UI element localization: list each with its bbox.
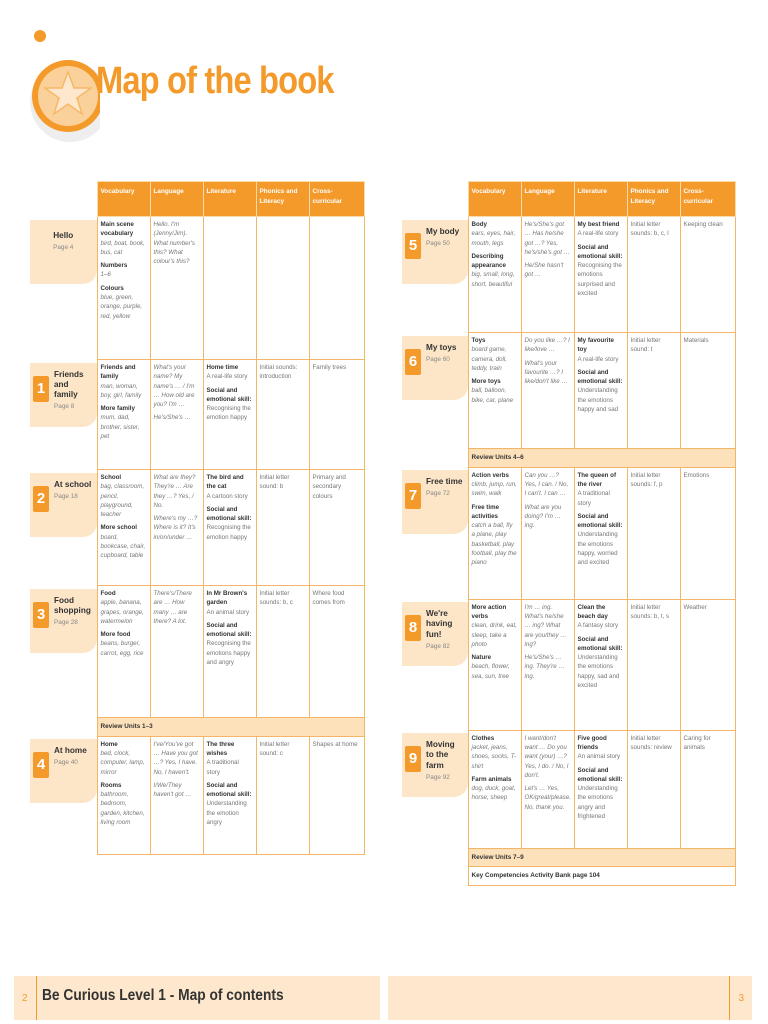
page-number-right: 3: [738, 993, 744, 1004]
key-competencies-row: Key Competencies Activity Bank page 104: [402, 867, 735, 886]
review-row: Review Units 4–6: [402, 449, 735, 468]
header-vocabulary: Vocabulary: [468, 182, 521, 217]
unit-7: 7 Free time Page 72: [402, 470, 468, 534]
page-number-left: 2: [22, 993, 28, 1004]
header-vocabulary: Vocabulary: [97, 182, 150, 217]
footer-right: [388, 976, 752, 1020]
footer-left: [14, 976, 380, 1020]
table-row: 2 At school Page 18 School bag, classroom, pencil, playground, teacher More school board, bookcase, chair, cupboard, table What are they? They're … Are they …? Yes, / No. Where's my …? Where is it? It's in/on/under … The bird and the cat A cartoon story Social and emotional skill: Recognising the emotion happy Initial letter sound: b Primary and secondary colours: [30, 470, 364, 586]
header-cross-curricular: Cross-curricular: [680, 182, 735, 217]
header-phonics: Phonics and Literacy: [256, 182, 309, 217]
unit-4: 4 At home Page 40: [30, 739, 97, 803]
review-row: Review Units 1–3: [30, 718, 364, 737]
page-title: Map of the book: [96, 60, 334, 102]
footer-title: Be Curious Level 1 - Map of contents: [42, 987, 284, 1004]
review-row: Review Units 7–9: [402, 848, 735, 867]
header-cross-curricular: Cross-curricular: [309, 182, 364, 217]
unit-8: 8 We're having fun! Page 82: [402, 602, 468, 666]
table-row: 4 At home Page 40 Home bed, clock, computer, lamp, mirror Rooms bathroom, bedroom, garden, kitchen, living room I've/You've got … Have you got …? Yes, I have. No, I haven't. I/We/They haven't got … The three wishes A traditional story Social and emotional skill: Understanding the emotion angry Initial letter sound: c Shapes at home: [30, 736, 364, 854]
header-phonics: Phonics and Literacy: [627, 182, 680, 217]
unit-hello: Hello Page 4: [30, 220, 97, 284]
unit-5: 5 My body Page 50: [402, 220, 468, 284]
table-row: 7 Free time Page 72 Action verbs climb, jump, run, swim, walk Free time activities catch a ball, fly a plane, play basketball, play football, play the piano Can you …? Yes, I can. / No, I can't. I can … What are you doing? I'm … ing. The queen of the river A traditional story Social and emotional skill: Understanding the emotions happy, worried and excited Initial letter sounds: f, p Emotions: [402, 467, 735, 599]
table-row: 1 Friends and family Page 8 Friends and family man, woman, boy, girl, family More family mum, dad, brother, sister, pet What's your name? My name's … / I'm … How old are you? I'm … He's/She's … Home time A real-life story Social and emotional skill: Recognising the emotion happy Initial sounds: introduction Family trees: [30, 360, 364, 470]
table-row: Hello Page 4 Main scene vocabulary bird, boat, book, bus, cat Numbers 1–6 Colours blue, green, orange, purple, red, yellow Hello. I'm (Jenny/Jim). What number's this? What colour's this?: [30, 217, 364, 360]
header-literature: Literature: [203, 182, 256, 217]
table-row: 3 Food shopping Page 28 Food apple, banana, grapes, orange, watermelon More food beans, burger, carrot, egg, rice There's/There are … How many … are there? A lot. In Mr Brown's garden An animal story Social and emotional skill: Recognising the emotions happy and angry Initial letter sounds: b, c Where food comes from: [30, 586, 364, 718]
unit-2: 2 At school Page 18: [30, 473, 97, 537]
header-literature: Literature: [574, 182, 627, 217]
unit-9: 9 Moving to the farm Page 92: [402, 733, 468, 797]
unit-3: 3 Food shopping Page 28: [30, 589, 97, 653]
left-map-table: [30, 181, 365, 855]
star-logo-icon: [22, 14, 100, 164]
unit-6: 6 My toys Page 60: [402, 336, 468, 400]
table-row: 8 We're having fun! Page 82 More action verbs clean, drink, eat, sleep, take a photo Nature beach, flower, sea, sun, tree I'm … ing. What's he/she … ing? What are you/they … ing? He's/She's … ing. They're … ing. Clean the beach day A fantasy story Social and emotional skill: Understanding the emotions happy, sad and excited Initial letter sounds: b, t, s Weather: [402, 599, 735, 730]
table-row: 9 Moving to the farm Page 92 Clothes jacket, jeans, shoes, socks, T-shirt Farm animals dog, duck, goat, horse, sheep I want/don't want … Do you want (your) …? Yes, I do. / No, I don't. Let's … Yes, OK/great/please. No, thank you. Five good friends An animal story Social and emotional skill: Understanding the emotions angry and frightened Initial letter sounds: review Caring for animals: [402, 730, 735, 848]
header-language: Language: [521, 182, 574, 217]
table-row: 6 My toys Page 60 Toys board game, camera, doll, teddy, train More toys ball, balloon, bike, car, plane Do you like …? I like/love … What's your favourite …? I like/don't like … My favourite toy A real-life story Social and emotional skill: Understanding the emotions happy and sad Initial letter sound: t Materials: [402, 333, 735, 449]
table-row: 5 My body Page 50 Body ears, eyes, hair, mouth, legs Describing appearance big, small, long, short, beautiful He's/She's got … Has he/she got …? Yes, he's/she's got … He/She hasn't got … My best friend A real-life story Social and emotional skill: Recognising the emotions surprised and excited Initial letter sounds: b, c, l Keeping clean: [402, 217, 735, 333]
header-language: Language: [150, 182, 203, 217]
unit-1: 1 Friends and family Page 8: [30, 363, 97, 427]
right-map-table: [402, 181, 736, 886]
